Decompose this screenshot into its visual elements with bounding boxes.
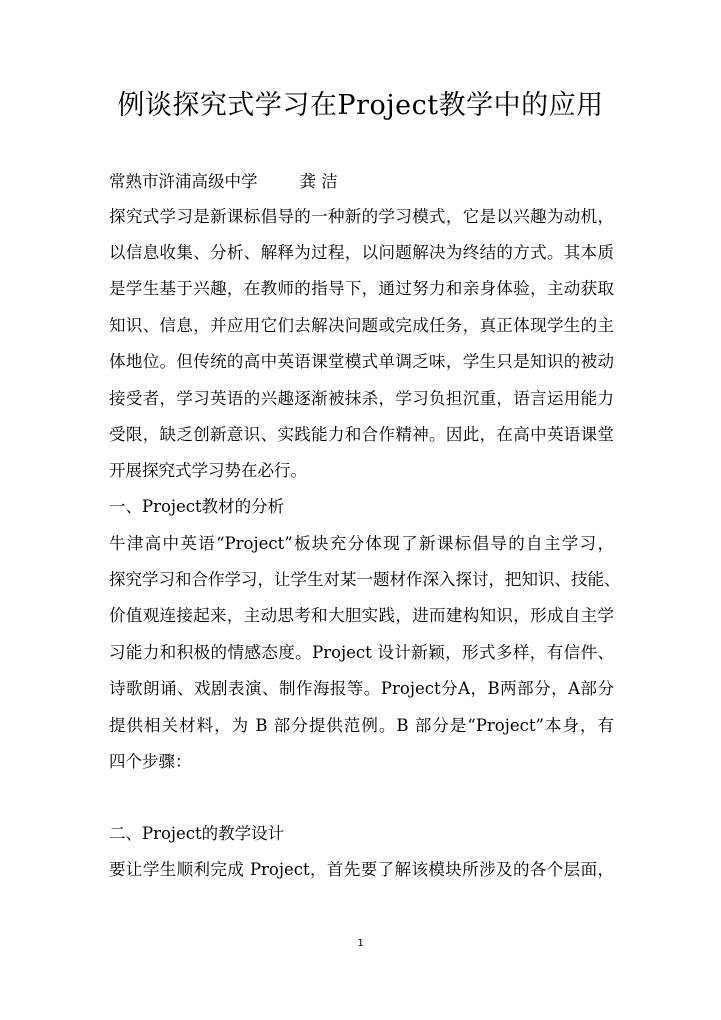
paragraph-line: 四个步骤： <box>109 752 192 771</box>
paragraph-line: 知识、信息，并应用它们去解决问题或完成任务，真正体现学生的主 <box>109 316 614 335</box>
author-line <box>109 170 614 194</box>
author-name: 龚 洁 <box>299 172 338 191</box>
paragraph-line: 以信息收集、分析、解释为过程，以问题解决为终结的方式。其本质 <box>109 243 614 262</box>
paragraph-line: 体地位。但传统的高中英语课堂模式单调乏味，学生只是知识的被动 <box>109 352 614 371</box>
paragraph-line: 探究学习和合作学习，让学生对某一题材作深入探讨，把知识、技能、 <box>109 570 621 589</box>
paragraph-line: 习能力和积极的情感态度。Project 设计新颖，形式多样，有信件、 <box>109 643 614 662</box>
section-heading-1: 一、Project教材的分析 <box>109 497 285 516</box>
paragraph-line: 开展探究式学习势在必行。 <box>109 461 307 480</box>
paragraph-line: 是学生基于兴趣，在教师的指导下，通过努力和亲身体验，主动获取 <box>109 279 614 298</box>
school-name: 常熟市浒浦高级中学 <box>109 172 258 191</box>
page-number: 1 <box>357 938 364 949</box>
paragraph-line: 价值观连接起来，主动思考和大胆实践，进而建构知识，形成自主学 <box>109 606 614 625</box>
paragraph-line: 接受者，学习英语的兴趣逐渐被抹杀，学习负担沉重，语言运用能力 <box>109 389 614 408</box>
paragraph-line: 要让学生顺利完成 Project，首先要了解该模块所涉及的各个层面， <box>109 860 614 879</box>
section-heading-2: 二、Project的教学设计 <box>109 824 285 843</box>
paragraph-line: 探究式学习是新课标倡导的一种新的学习模式，它是以兴趣为动机， <box>109 207 614 226</box>
paragraph-line: 提供相关材料，为 B 部分提供范例。B 部分是“Project”本身，有 <box>109 716 614 735</box>
document-title: 例谈探究式学习在Project教学中的应用 <box>117 90 604 121</box>
paragraph-line: 牛津高中英语“Project”板块充分体现了新课标倡导的自主学习， <box>109 534 614 553</box>
paragraph-line: 诗歌朗诵、戏剧表演、制作海报等。Project分A，B两部分，A部分 <box>109 679 614 698</box>
paragraph-line: 受限，缺乏创新意识、实践能力和合作精神。因此，在高中英语课堂 <box>109 425 614 444</box>
